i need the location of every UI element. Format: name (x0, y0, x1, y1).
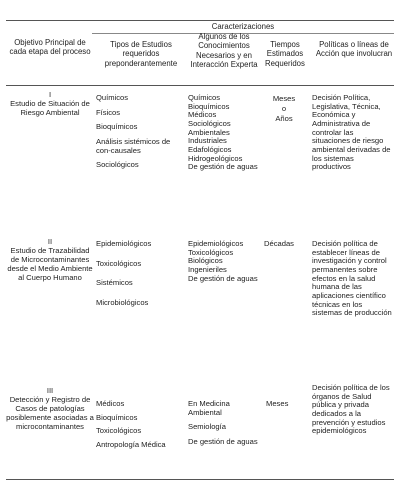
list-item: Bioquímicos (188, 101, 230, 111)
row-2-numeral: II (47, 237, 53, 246)
row-1-objetivo-text: Estudio de Situación de Riesgo Ambiental (10, 99, 90, 118)
list-item: Sistémicos (96, 278, 133, 288)
list-item: Hidrogeológicos (188, 153, 243, 163)
list-item: Físicos (96, 107, 121, 117)
table-row-1-objetivo (6, 90, 94, 117)
list-item: Químicos (188, 93, 221, 102)
table-row-1-tiempos (260, 94, 308, 124)
table-top-rule (6, 20, 394, 21)
header-bottom-rule (6, 85, 394, 86)
table-row-3-tiempos (266, 400, 310, 409)
header-tipos: Tipos de Estudios requeridos preponderantemente (104, 40, 178, 68)
list-item: Bioquímicos (96, 122, 138, 132)
list-item: Meses (266, 399, 289, 408)
list-item: Toxicológicos (96, 426, 142, 436)
table-row-1-conocimientos (188, 94, 258, 172)
list-item: En Medicina Ambiental (188, 399, 230, 417)
list-item: De gestión de aguas (188, 273, 258, 283)
list-item: De gestión de aguas (188, 436, 258, 446)
table-row-2-conocimientos (188, 240, 262, 283)
table-row-2-tiempos (264, 240, 310, 249)
list-item: Bioquímicos (96, 412, 138, 422)
row-3-numeral: III (46, 386, 54, 395)
table-row-3-politicas: Decisión política de los órganos de Salud pública y privada dedicados a la prevención y estudios epidemiológicos (312, 383, 390, 436)
table-row-2-tipos (96, 240, 186, 308)
list-item: Años (275, 113, 293, 123)
header-tiempos: Tiempos Estimados Requeridos (265, 40, 305, 68)
list-item: o (281, 103, 287, 113)
list-item: Edafológicos (188, 144, 232, 154)
row-3-objetivo-text: Detección y Registro de Casos de patologías posiblemente asociadas a microcontaminantes (6, 395, 94, 432)
list-item: Sociológicos (188, 118, 231, 128)
table-row-2-politicas: Decisión política de establecer líneas de investigación y control permanentes sobre efectos en la salud humana de las aplicaciones científico técnicas en los sistemas de producción (312, 239, 392, 318)
list-item: Industriales (188, 136, 227, 146)
table-bottom-rule (6, 479, 394, 480)
table-row-1-tipos (96, 94, 186, 170)
table-row-3-tipos (96, 400, 186, 450)
list-item: Toxicológicos (96, 258, 142, 268)
list-item: Análisis sistémicos de con-causales (96, 136, 171, 155)
header-caracterizaciones: Caracterizaciones (211, 22, 275, 31)
list-item: Epidemiológicos (188, 239, 244, 248)
list-item: Microbiológicos (96, 297, 149, 307)
list-item: Décadas (264, 239, 294, 248)
list-item: Médicos (188, 110, 217, 120)
list-item: Biológicos (188, 256, 223, 266)
list-item: Semiología (188, 422, 226, 432)
list-item: Médicos (96, 399, 125, 408)
list-item: Antropología Médica (96, 439, 166, 449)
list-item: Epidemiológicos (96, 239, 152, 248)
table-row-3-conocimientos (188, 400, 258, 447)
list-item: De gestión de aguas (188, 162, 258, 172)
list-item: Sociológicos (96, 160, 139, 170)
header-objetivo: Objetivo Principal de cada etapa del proceso (9, 38, 91, 57)
list-item: Toxicológicos (188, 247, 234, 257)
list-item: Ingenieriles (188, 264, 227, 274)
header-politicas: Políticas o líneas de Acción que involucran (315, 40, 393, 59)
header-conocimientos: Algunos de los Conocimientos Necesarios y en Interacción Experta (190, 32, 258, 70)
list-item: Ambientales (188, 127, 230, 137)
list-item: Químicos (96, 93, 129, 102)
table-row-2-objetivo (6, 237, 94, 283)
row-1-numeral: I (48, 90, 52, 99)
table-row-3-objetivo (6, 386, 94, 432)
table-row-1-politicas: Decisión Política, Legislativa, Técnica, Económica y Administrativa de controlar las situaciones de riesgo ambiental derivadas de los sistemas productivos (312, 93, 391, 172)
row-2-objetivo-text: Estudio de Trazabilidad de Microcontaminantes desde el Medio Ambiente al Cuerpo Humano (7, 246, 93, 283)
list-item: Meses (272, 94, 296, 103)
